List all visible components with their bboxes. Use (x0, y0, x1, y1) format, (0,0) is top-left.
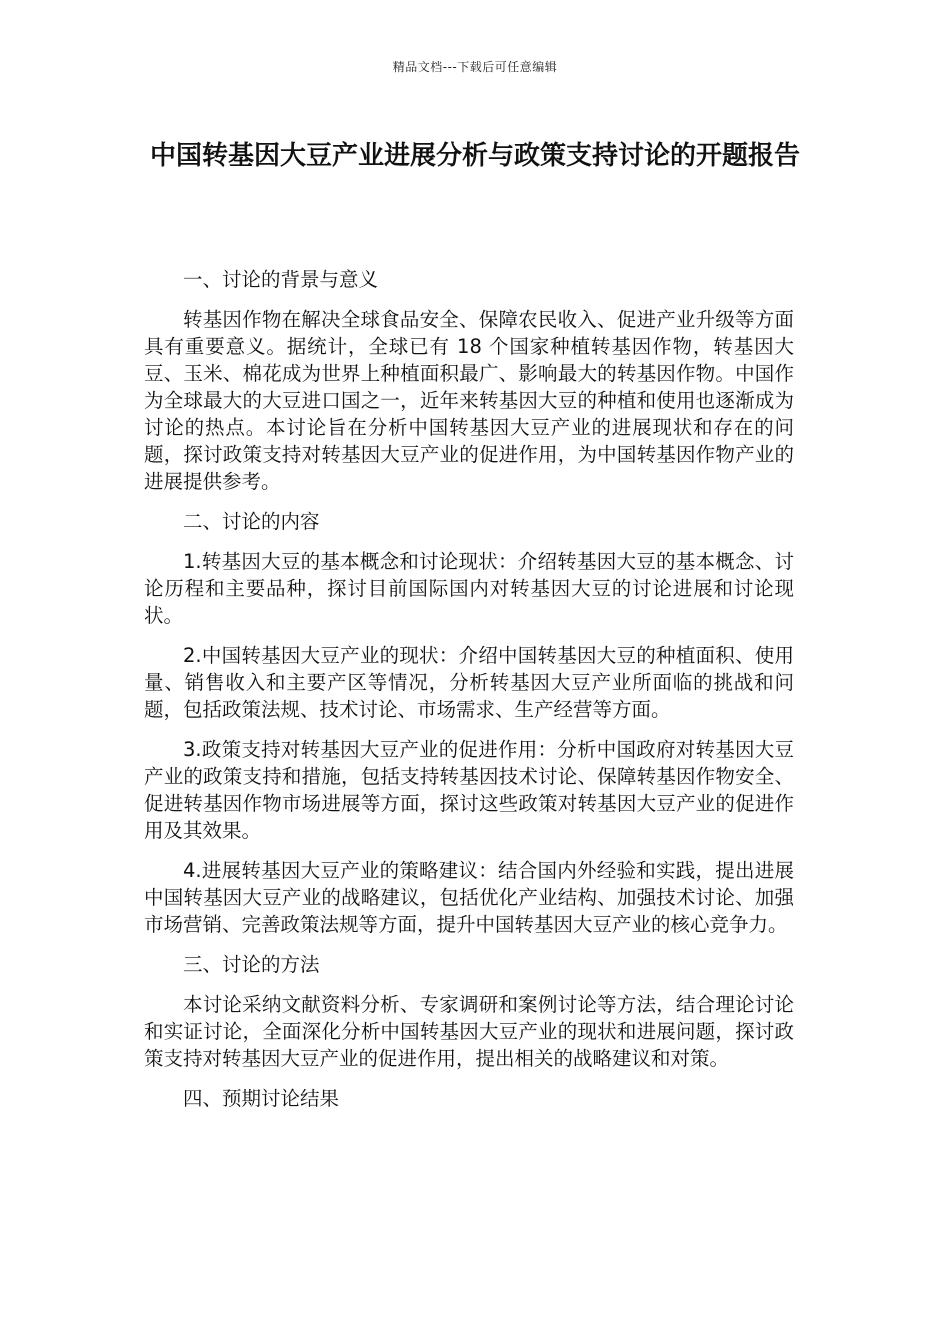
document-title: 中国转基因大豆产业进展分析与政策支持讨论的开题报告 (149, 141, 800, 171)
paragraph-background: 转基因作物在解决全球食品安全、保障农民收入、促进产业升级等方面具有重要意义。据统计，全球已有 18 个国家种植转基因作物，转基因大豆、玉米、棉花成为世界上种植面积最广、影响最大的转基因作物。中国作为全球最大的大豆进口国之一，近年来转基因大豆的种植和使用也逐渐成为讨论的热点。本讨论旨在分析中国转基因大豆产业的进展现状和存在的问题，探讨政策支持对转基因大豆产业的促进作用，为中国转基因作物产业的进展提供参考。 (144, 308, 794, 493)
section-heading-content: 二、讨论的内容 (183, 510, 320, 533)
section-heading-expected-results: 四、预期讨论结果 (183, 1087, 340, 1110)
section-heading-background: 一、讨论的背景与意义 (183, 268, 379, 291)
section-heading-method: 三、讨论的方法 (183, 953, 320, 976)
content-item-3: 3.政策支持对转基因大豆产业的促进作用：分析中国政府对转基因大豆产业的政策支持和措施，包括支持转基因技术讨论、保障转基因作物安全、促进转基因作物市场进展等方面，探讨这些政策对转基因大豆产业的促进作用及其效果。 (144, 738, 794, 842)
content-item-1: 1.转基因大豆的基本概念和讨论现状：介绍转基因大豆的基本概念、讨论历程和主要品种，探讨目前国际国内对转基因大豆的讨论进展和讨论现状。 (144, 550, 794, 627)
paragraph-method: 本讨论采纳文献资料分析、专家调研和案例讨论等方法，结合理论讨论和实证讨论，全面深化分析中国转基因大豆产业的现状和进展问题，探讨政策支持对转基因大豆产业的促进作用，提出相关的战略建议和对策。 (144, 993, 794, 1070)
content-item-2: 2.中国转基因大豆产业的现状：介绍中国转基因大豆的种植面积、使用量、销售收入和主要产区等情况，分析转基因大豆产业所面临的挑战和问题，包括政策法规、技术讨论、市场需求、生产经营等方面。 (144, 644, 794, 721)
document-body (144, 266, 794, 1125)
content-item-4: 4.进展转基因大豆产业的策略建议：结合国内外经验和实践，提出进展中国转基因大豆产业的战略建议，包括优化产业结构、加强技术讨论、加强市场营销、完善政策法规等方面，提升中国转基因大豆产业的核心竞争力。 (144, 859, 794, 936)
header-note: 精品文档---下载后可任意编辑 (392, 60, 558, 74)
